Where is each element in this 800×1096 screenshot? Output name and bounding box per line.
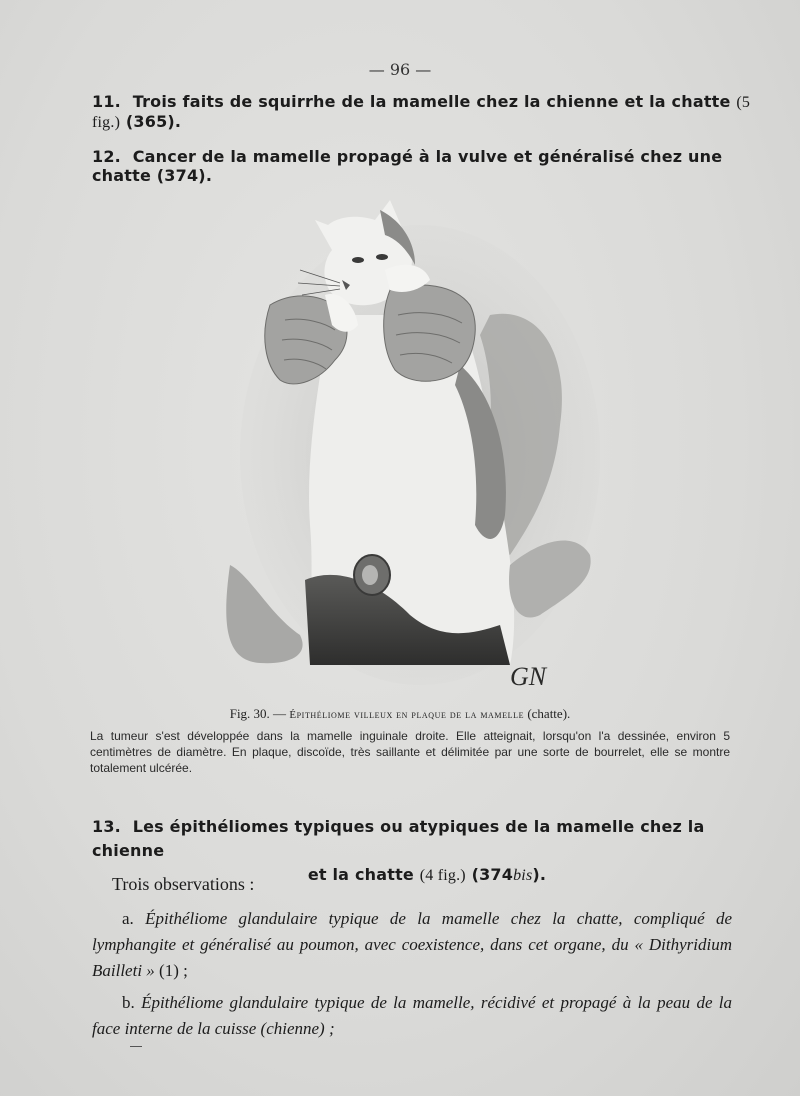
- reference-suffix: bis: [513, 867, 533, 884]
- figure-subject: (chatte).: [527, 706, 571, 721]
- heading-line2-text: et la chatte: [307, 865, 414, 884]
- artist-signature: GN: [510, 662, 547, 691]
- heading-text: Trois faits de squirrhe de la mamelle chez la chienne et la chatte: [132, 92, 731, 111]
- observation-letter: a.: [122, 909, 134, 928]
- observation-letter: b.: [122, 993, 135, 1012]
- figure-caption-body: La tumeur s'est développée dans la mamelle inguinale droite. Elle atteignait, lorsqu'on l'a dessinée, environ 5 centimètres de diamètre. En plaque, discoïde, très saillante et délimitée par une sorte de bourrelet, elle se montre totalement ulcérée.: [90, 729, 730, 775]
- cat-eye-left: [352, 257, 364, 263]
- heading-text: Cancer de la mamelle propagé à la vulve et généralisé chez une chatte (374).: [92, 147, 723, 185]
- heading-11: [92, 92, 782, 132]
- observation-a: [92, 906, 732, 984]
- heading-number: 11.: [92, 92, 121, 111]
- heading-number: 13.: [92, 817, 121, 836]
- heading-12: [92, 147, 782, 185]
- figure-label: Fig. 30. —: [229, 706, 287, 721]
- footnote-ref: (1) ;: [159, 961, 188, 980]
- cat-illustration: [210, 195, 600, 695]
- reference-number: (374: [471, 865, 514, 884]
- observation-text: Épithéliome glandulaire typique de la mamelle, récidivé et propagé à la peau de la face interne de la cuisse (chienne) ;: [92, 993, 733, 1038]
- figure-count: (5 fig.): [92, 94, 751, 131]
- tumour-center: [362, 565, 378, 585]
- reference-close: ).: [532, 865, 547, 884]
- figure-count: (4 fig.): [419, 867, 466, 884]
- cat-eye-right: [376, 254, 388, 260]
- divider-mark: [130, 1046, 142, 1047]
- reference-number: (365).: [125, 112, 182, 131]
- figure-title: Épithéliome villeux en plaque de la mamelle: [289, 709, 525, 721]
- heading-number: 12.: [92, 147, 121, 166]
- page-number: — 96 —: [368, 60, 432, 79]
- observation-text: Épithéliome glandulaire typique de la mamelle chez la chatte, compliqué de lymphangite et généralisé au poumon, avec coexistence, dans cet organe, du « Dithyridium Bailleti »: [92, 909, 732, 980]
- heading-text-line1: Les épithéliomes typiques ou atypiques de la mamelle chez la chienne: [92, 817, 705, 860]
- observation-b: [92, 990, 732, 1042]
- figure-caption-title: [0, 706, 800, 722]
- observations-intro: Trois observations :: [112, 874, 255, 894]
